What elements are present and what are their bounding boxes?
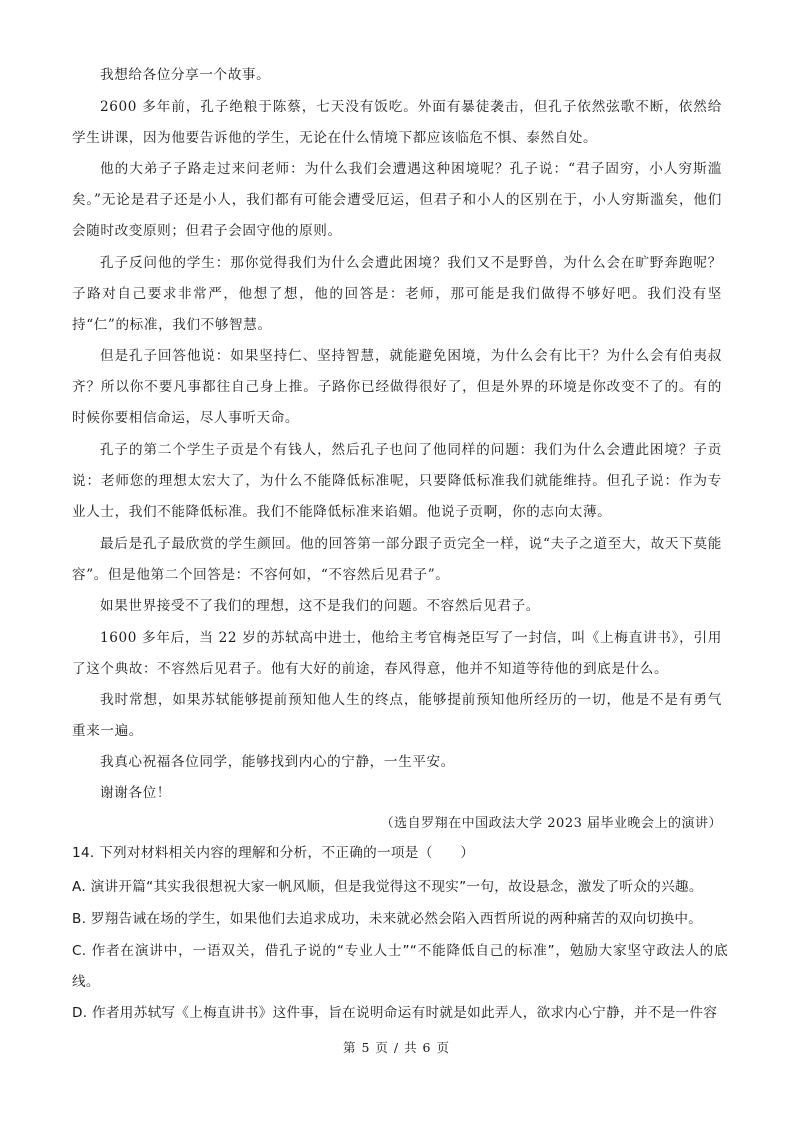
- option-c: C. 作者在演讲中，一语双关，借孔子说的“专业人士”“不能降低自己的标准”，勉励大家坚守政法人的底线。: [72, 943, 728, 990]
- passage-paragraph-11: 我真心祝福各位同学，能够找到内心的宁静，一生平安。: [100, 754, 455, 770]
- option-a: A. 演讲开篇“其实我很想祝大家一帆风顺，但是我觉得这不现实”一句，故设悬念，激发了听众的兴趣。: [72, 879, 703, 895]
- page-number: 第 5 页 / 共 6 页: [343, 1040, 450, 1055]
- question-stem: 14. 下列对材料相关内容的理解和分析，不正确的一项是（ ）: [72, 845, 475, 861]
- option-d: D. 作者用苏轼写《上梅直讲书》这件事，旨在说明命运有时就是如此弄人，欲求内心宁静，并不是一件容: [72, 1005, 718, 1021]
- passage-paragraph-4: 孔子反问他的学生：那你觉得我们为什么会遭此困境？我们又不是野兽，为什么会在旷野奔跑呢？子路对自己要求非常严，他想了想，他的回答是：老师，那可能是我们做得不够好吧。我们没有坚持“仁”的标准，我们不够智慧。: [72, 255, 722, 333]
- passage-paragraph-7: 最后是孔子最欣赏的学生颜回。他的回答第一部分跟子贡完全一样，说“夫子之道至大，故天下莫能容”。但是他第二个回答是：不容何如，“不容然后见君子”。: [72, 536, 722, 583]
- passage-paragraph-2: 2600 多年前，孔子绝粮于陈蔡，七天没有饭吃。外面有暴徒袭击，但孔子依然弦歌不断，依然给学生讲课，因为他要告诉他的学生，无论在什么情境下都应该临危不惧、泰然自处。: [72, 99, 722, 146]
- option-b: B. 罗翔告诫在场的学生，如果他们去追求成功，未来就必然会陷入西哲所说的两种痛苦的双向切换中。: [72, 911, 703, 927]
- passage-paragraph-1: 我想给各位分享一个故事。: [100, 67, 271, 83]
- passage-paragraph-10: 我时常想，如果苏轼能够提前预知他人生的终点，能够提前预知他所经历的一切，他是不是有勇气重来一遍。: [72, 692, 722, 739]
- passage-paragraph-8: 如果世界接受不了我们的理想，这不是我们的问题。不容然后见君子。: [100, 598, 541, 614]
- passage-paragraph-9: 1600 多年后，当 22 岁的苏轼高中进士，他给主考官梅尧臣写了一封信，叫《上梅直讲书》，引用了这个典故：不容然后见君子。他有大好的前途，春风得意，他并不知道等待他的到底是什么。: [72, 630, 722, 677]
- passage-source: （选自罗翔在中国政法大学 2023 届毕业晚会上的演讲）: [380, 816, 722, 831]
- passage-paragraph-6: 孔子的第二个学生子贡是个有钱人，然后孔子也问了他同样的问题：我们为什么会遭此困境？子贡说：老师您的理想太宏大了，为什么不能降低标准呢，只要降低标准我们就能维持。但孔子说：作为专业人士，我们不能降低标准。我们不能降低标准来谄媚。他说子贡啊，你的志向太薄。: [72, 442, 722, 520]
- passage-paragraph-3: 他的大弟子子路走过来问老师：为什么我们会遭遇这种困境呢？孔子说：“君子固穷，小人穷斯滥矣。”无论是君子还是小人，我们都有可能会遭受厄运，但君子和小人的区别在于，小人穷斯滥矣，他们会随时改变原则；但君子会固守他的原则。: [72, 161, 722, 239]
- passage-paragraph-5: 但是孔子回答他说：如果坚持仁、坚持智慧，就能避免困境，为什么会有比干？为什么会有伯夷叔齐？所以你不要凡事都往自己身上推。子路你已经做得很好了，但是外界的环境是你改变不了的。有的时候你要相信命运，尽人事听天命。: [72, 348, 722, 426]
- passage-paragraph-12: 谢谢各位！: [100, 785, 171, 801]
